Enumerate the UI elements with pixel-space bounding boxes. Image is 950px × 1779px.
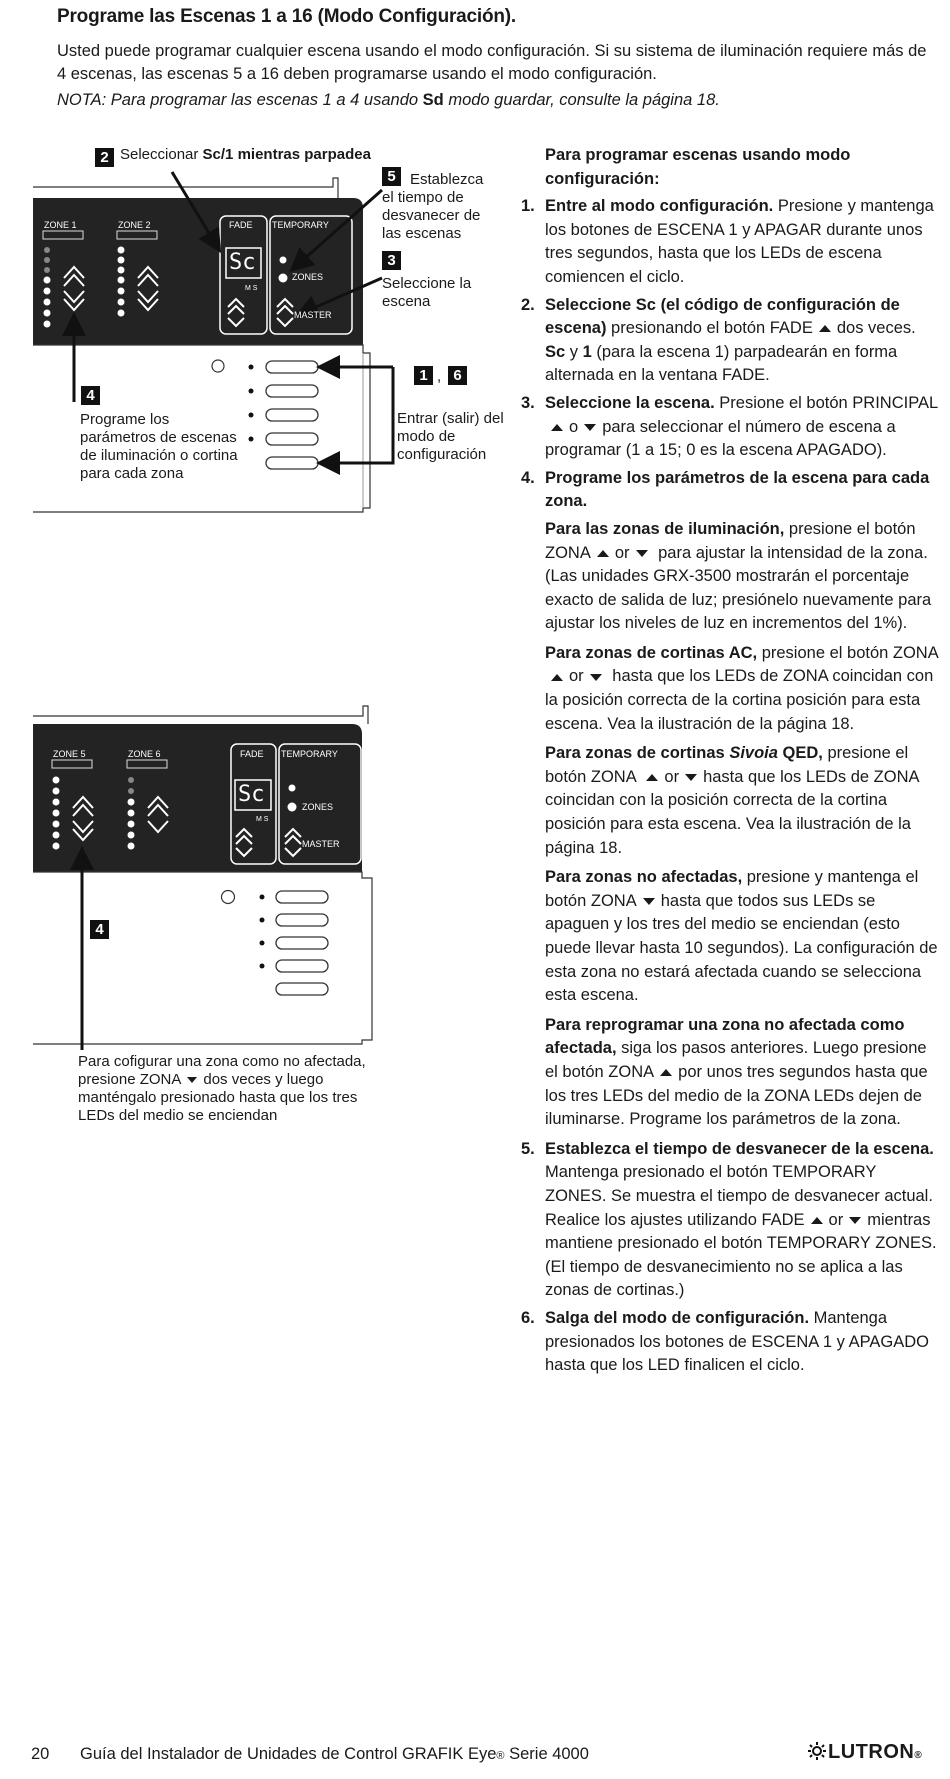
down-arrow-icon (590, 674, 602, 681)
fade-display-2: Sc (238, 782, 265, 807)
up-arrow-icon (660, 1069, 672, 1076)
up-arrow-icon (646, 774, 658, 781)
instructions-heading: Para programar escenas usando modo configuración: (545, 146, 851, 188)
zone6-label: ZONE 6 (128, 749, 161, 759)
ms-label-2: M S (256, 816, 269, 823)
temporary-label: TEMPORARY (272, 220, 329, 230)
callout-4-text: Programe los parámetros de escenas de iluminación o cortina para cada zona (80, 411, 238, 482)
lutron-sun-icon (806, 1742, 828, 1760)
callout-1-badge: 1 (414, 366, 433, 385)
unaffected-zones-paragraph: Para zonas no afectadas, presione y mantenga el botón ZONA hasta que todos sus LEDs se apaguen y los tres del medio se enciendan (esto puede llevar hasta 10 segundos). La configuración de esta zona no estará afectada cuando se selecciona esta escena. (545, 868, 938, 1005)
step-3: 3. Seleccione la escena. Presione el botón PRINCIPALo para seleccionar el número de escena a programar (1 a 15; 0 es la escena APAGADO). (521, 393, 939, 460)
zones-label-2: ZONES (302, 802, 334, 812)
up-arrow-icon (551, 424, 563, 431)
zone-down-arrow-icon (187, 1077, 197, 1083)
intro-note: NOTA: Para programar las escenas 1 a 4 usando Sd modo guardar, consulte la página 18. (57, 91, 720, 109)
unaffected-zone-caption: Para cofigurar una zona como no afectada, presione ZONA dos veces y luego manténgalo presionado hasta que los tres LEDs del medio se enciendan (78, 1053, 366, 1124)
master-label-2: MASTER (302, 839, 340, 849)
callout-3-badge: 3 (382, 251, 401, 270)
zones-label: ZONES (292, 272, 324, 282)
callout-4-badge: 4 (81, 386, 100, 405)
ms-label: M S (245, 285, 258, 292)
temporary-label-2: TEMPORARY (281, 749, 338, 759)
up-arrow-icon (819, 325, 831, 332)
callout-3-text: Seleccione la escena (382, 275, 472, 310)
step-2: 2. Seleccione Sc (el código de configuración de escena) presionando el botón FADE dos veces. Sc y 1 (para la escena 1) parpadearán en forma alternada en la ventana FADE. (521, 295, 916, 385)
footer-title: Guía del Instalador de Unidades de Control GRAFIK Eye® Serie 4000 (80, 1745, 589, 1763)
callout-5-text: Establezca el tiempo de desvanecer de las escenas (382, 171, 484, 242)
lutron-logo: LUTRON® (806, 1741, 922, 1764)
page-number: 20 (31, 1745, 50, 1763)
reprogram-zone-paragraph: Para reprogramar una zona no afectada como afectada, siga los pasos anteriores. Luego presione el botón ZONA por unos tres segundos hasta que los tres LEDs del medio de la ZONA LEDs dejen de iluminarse. Programe los parámetros de la zona. (545, 1015, 928, 1129)
lighting-zones-paragraph: Para las zonas de iluminación, presione el botón ZONA or para ajustar la intensidad de la zona. (Las unidades GRX-3500 mostrarán el porcentaje exacto de salida de luz; presiónelo nuevamente para ajustar los niveles de luz en incrementos del 1%). (545, 519, 932, 633)
down-arrow-icon (584, 424, 596, 431)
up-arrow-icon (551, 674, 563, 681)
zone2-label: ZONE 2 (118, 220, 151, 230)
up-arrow-icon (597, 550, 609, 557)
callout-2-text: Seleccionar Sc/1 mientras parpadea (120, 146, 371, 163)
up-arrow-icon (811, 1217, 823, 1224)
ac-shade-zones-paragraph: Para zonas de cortinas AC, presione el botón ZONAor hasta que los LEDs de ZONA coincidan con la posición correcta de la cortina posición para esta escena. Vea la ilustración de la página 18. (545, 643, 939, 733)
callout-2-badge: 2 (95, 148, 114, 167)
down-arrow-icon (685, 774, 697, 781)
fade-label: FADE (229, 220, 253, 230)
down-arrow-icon (849, 1217, 861, 1224)
callout-6-badge: 6 (448, 366, 467, 385)
callout-comma: , (437, 368, 442, 385)
instructions-column (521, 144, 939, 1382)
fade-display: Sc (229, 250, 256, 275)
zone5-label: ZONE 5 (53, 749, 86, 759)
down-arrow-icon (643, 898, 655, 905)
master-label: MASTER (294, 310, 332, 320)
page-title: Programe las Escenas 1 a 16 (Modo Configuración). (57, 6, 516, 27)
fade-label-2: FADE (240, 749, 264, 759)
callout-4-badge-2: 4 (90, 920, 109, 939)
zone1-label: ZONE 1 (44, 220, 77, 230)
step-5: 5. Establezca el tiempo de desvanecer de la escena. Mantenga presionado el botón TEMPORARY ZONES. Se muestra el tiempo de desvanecer actual. Realice los ajustes utilizando FADE or mientras mantiene presionado el botón TEMPORARY ZONES. (El tiempo de desvanecimiento no se aplica a las zonas de cortinas.) (521, 1139, 937, 1300)
sivoia-zones-paragraph: Para zonas de cortinas Sivoia QED, presione el botón ZONA or hasta que los LEDs de ZONA coincidan con la posición correcta de la cortina posición para esta escena. Vea la ilustración de la página 18. (545, 744, 919, 857)
callout-5-badge: 5 (382, 167, 401, 186)
down-arrow-icon (636, 550, 648, 557)
step-6: 6. Salga del modo de configuración. Mantenga presionados los botones de ESCENA 1 y APAGADO hasta que los LED finalicen el ciclo. (521, 1308, 929, 1375)
step-1: 1. Entre al modo configuración. Presione y mantenga los botones de ESCENA 1 y APAGAR durante unos tres segundos, hasta que los LEDs de escena comiencen el ciclo. (521, 197, 934, 286)
step-4: 4. Programe los parámetros de la escena para cada zona. (521, 468, 930, 511)
callout-1-6-text: Entrar (salir) del modo de configuración (397, 410, 504, 463)
intro-paragraph: Usted puede programar cualquier escena usando el modo configuración. Si su sistema de iluminación requiere más de 4 escenas, las escenas 5 a 16 deben programarse usando el modo configuración. (57, 42, 927, 83)
